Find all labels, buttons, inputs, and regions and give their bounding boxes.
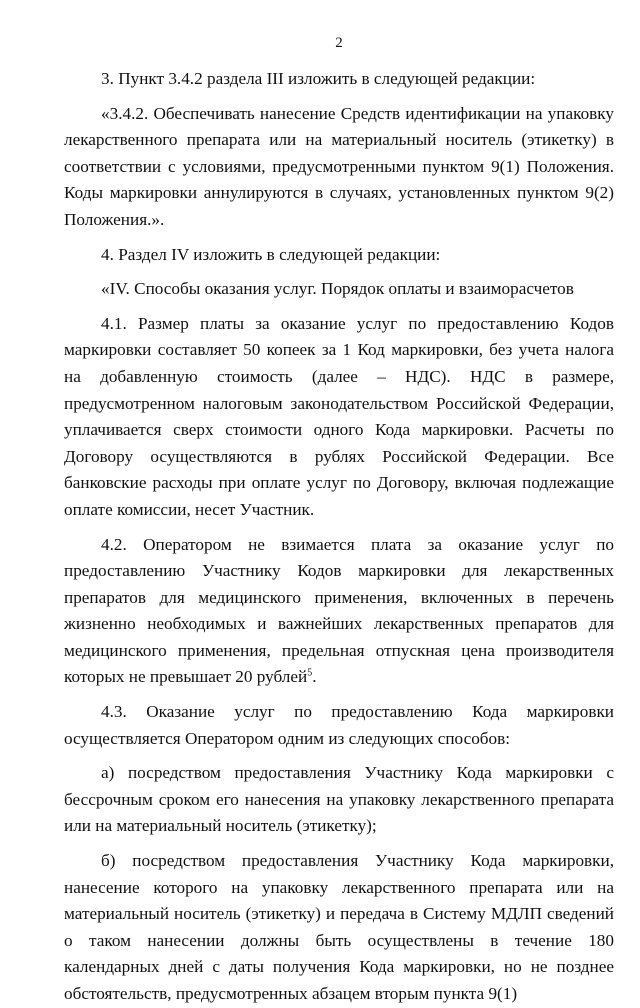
list-item-b: б) посредством предоставления Участнику Кода маркировки, нанесение которого на упаковку лекарственного препарата или на материальный носитель (этикетку) и передача в Систему МДЛП сведений о таком нанесении должны быть осуществлены в течение 180 календарных дней с даты получения Кода маркировки, но не позднее обстоятельств, предусмотренных абзацем вторым пункта 9(1) (64, 851, 614, 1003)
paragraph-item-3: 3. Пункт 3.4.2 раздела III изложить в следующей редакции: (101, 69, 536, 88)
page-number: 2 (335, 35, 343, 51)
paragraph-4-1: 4.1. Размер платы за оказание услуг по предоставлению Кодов маркировки составляет 50 копеек за 1 Код маркировки, без учета налога на добавленную стоимость (далее – НДС). НДС в размере, предусмотренном налоговым законодательством Российской Федерации, уплачивается сверх стоимости одного Кода маркировки. Расчеты по Договору осуществляются в рублях Российской Федерации. Все банковские расходы при оплате услуг по Договору, включая подлежащие оплате комиссии, несет Участник. (64, 313, 614, 519)
paragraph-4-2-text: 4.2. Оператором не взимается плата за оказание услуг по предоставлению Участнику Кодов маркировки для лекарственных препаратов для медицинского применения, включенных в перечень жизненно необходимых и важнейших лекарственных препаратов для медицинского применения, предельная отпускная цена производителя которых не превышает 20 рублей (64, 534, 614, 687)
document-page (64, 0, 614, 1003)
section-heading: «IV. Способы оказания услуг. Порядок оплаты и взаиморасчетов (101, 279, 574, 299)
paragraph-3-4-2: «3.4.2. Обеспечивать нанесение Средств идентификации на упаковку лекарственного препарата или на материальный носитель (этикетку) в соответствии с условиями, предусмотренными пунктом 9(1) Положения. Коды маркировки аннулируются в случаях, установленных пунктом 9(2) Положения.». (64, 103, 614, 229)
paragraph-4-2 (64, 532, 614, 692)
document-body (64, 66, 614, 1008)
paragraph-4-2-end: . (312, 667, 317, 687)
paragraph-4-3: 4.3. Оказание услуг по предоставлению Кода маркировки осуществляется Оператором одним из следующих способов: (64, 702, 614, 748)
list-item-a: а) посредством предоставления Участнику Кода маркировки с бессрочным сроком его нанесения на упаковку лекарственного препарата или на материальный носитель (этикетку); (64, 763, 614, 836)
footnote-reference: 5 (307, 667, 313, 679)
paragraph-item-4: 4. Раздел IV изложить в следующей редакции: (101, 244, 441, 264)
